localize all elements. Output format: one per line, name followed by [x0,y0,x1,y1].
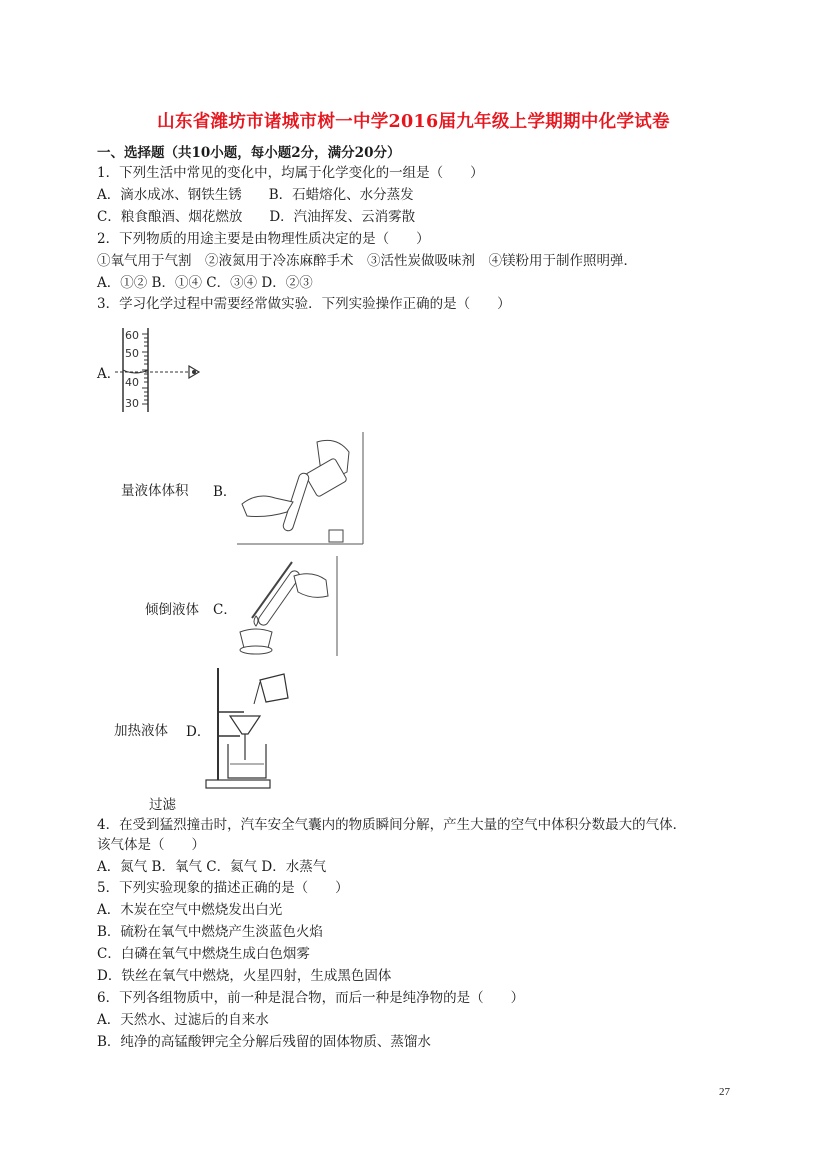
q4-stem: 4．在受到猛烈撞击时，汽车安全气囊内的物质瞬间分解，产生大量的空气中体积分数最大的气体． [97,817,687,833]
q3-option-d-label: D． [186,724,211,740]
funnel-icon [230,716,260,734]
q3-stem: 3．学习化学过程中需要经常做实验．下列实验操作正确的是（ ） [97,296,511,312]
q1-stem: 1．下列生活中常见的变化中，均属于化学变化的一组是（ ） [97,165,484,181]
page-number: 27 [719,1086,730,1098]
cylinder-tick-40: 40 [125,376,139,389]
alcohol-lamp-icon [240,629,272,648]
q4-stem-continued: 该气体是（ ） [97,837,205,853]
flame-icon [254,616,258,626]
q3-option-b-label: B． [213,484,237,500]
q5-option-b: B．硫粉在氧气中燃烧产生淡蓝色火焰 [97,924,323,940]
q1-options-cd: C．粮食酿酒、烟花燃放 D．汽油挥发、云消雾散 [97,209,416,225]
heating-liquid-figure [232,556,342,660]
q2-stem: 2．下列物质的用途主要是由物理性质决定的是（ ） [97,231,430,247]
q4-options: A．氮气 B．氧气 C．氦气 D．水蒸气 [97,859,327,875]
pouring-liquid-figure [237,432,367,548]
q3-option-a-caption: 量液体体积 [121,483,189,499]
q3-option-a-label: A． [97,366,121,382]
beaker-icon [228,744,266,778]
q3-option-b-caption: 倾倒液体 [145,602,199,618]
cylinder-tick-50: 50 [125,347,139,360]
page-title: 山东省潍坊市诸城市树一中学2016届九年级上学期期中化学试卷 [157,112,670,132]
q1-options-ab: A．滴水成冰、钢铁生锈 B．石蜡熔化、水分蒸发 [97,187,414,203]
q3-option-c-label: C． [213,602,237,618]
section-heading: 一、选择题（共10小题，每小题2分，满分20分） [97,145,401,161]
q2-items: ①氧气用于气割 ②液氮用于冷冻麻醉手术 ③活性炭做吸味剂 ④镁粉用于制作照明弹． [97,253,637,269]
q2-options: A．①② B．①④ C．③④ D．②③ [97,275,313,291]
filtration-figure [204,664,328,792]
cylinder-tick-30: 30 [125,397,139,410]
q5-option-d: D．铁丝在氧气中燃烧，火星四射，生成黑色固体 [97,968,392,984]
q3-option-d-caption: 过滤 [149,797,176,813]
q5-option-c: C．白磷在氧气中燃烧生成白色烟雾 [97,946,310,962]
q6-option-a: A．天然水、过滤后的自来水 [97,1012,269,1028]
q3-option-c-caption: 加热液体 [114,723,168,739]
q5-stem: 5．下列实验现象的描述正确的是（ ） [97,880,349,896]
q6-stem: 6．下列各组物质中，前一种是混合物，而后一种是纯净物的是（ ） [97,990,525,1006]
graduated-cylinder-figure [115,326,207,414]
q6-option-b: B．纯净的高锰酸钾完全分解后残留的固体物质、蒸馏水 [97,1034,431,1050]
cylinder-tick-60: 60 [125,329,139,342]
q5-option-a: A．木炭在空气中燃烧发出白光 [97,902,283,918]
